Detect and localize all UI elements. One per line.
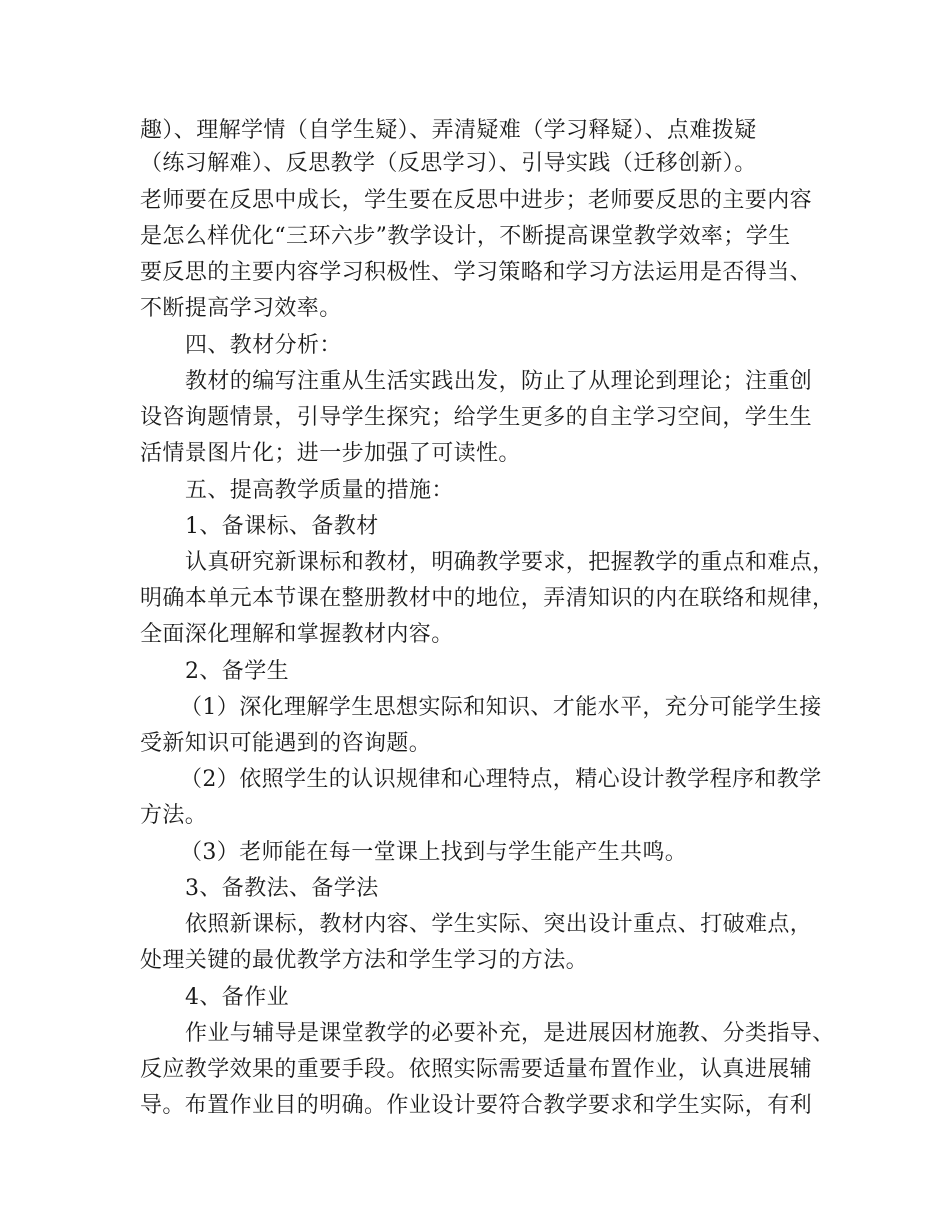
list-item: （3）老师能在每一堂课上找到与学生能产生共鸣。 (180, 840, 688, 865)
text-line: 老师要在反思中成长，学生要在反思中进步；老师要反思的主要内容 (140, 188, 813, 213)
list-item: （1）深化理解学生思想实际和知识、才能水平，充分可能学生接 (180, 695, 822, 720)
text-line: 不断提高学习效率。 (140, 296, 342, 321)
text-line: 全面深化理解和掌握教材内容。 (140, 622, 454, 647)
list-item: （2）依照学生的认识规律和心理特点，精心设计教学程序和教学 (180, 767, 822, 792)
text-line: 趣）、理解学情（自学生疑）、弄清疑难（学习释疑）、点难拨疑 (140, 118, 757, 143)
subsection-heading: 3、备教法、备学法 (185, 876, 379, 901)
subsection-heading: 2、备学生 (185, 659, 289, 684)
text-line: 活情景图片化；进一步加强了可读性。 (140, 441, 521, 466)
text-line: 处理关键的最优教学方法和学生学习的方法。 (140, 948, 589, 973)
subsection-heading: 4、备作业 (185, 985, 289, 1010)
text-line: 要反思的主要内容学习积极性、学习策略和学习方法运用是否得当、 (140, 260, 813, 285)
text-line: 是怎么样优化“三环六步”教学设计，不断提高课堂教学效率；学生 (140, 224, 791, 249)
text-line: 设咨询题情景，引导学生探究；给学生更多的自主学习空间，学生生 (140, 405, 813, 430)
text-line: 教材的编写注重从生活实践出发，防止了从理论到理论；注重创 (185, 369, 813, 394)
text-line: 方法。 (140, 803, 208, 828)
text-line: 认真研究新课标和教材，明确教学要求，把握教学的重点和难点， (185, 550, 835, 575)
text-line: （练习解难）、反思教学（反思学习）、引导实践（迁移创新）。 (140, 151, 757, 176)
section-heading: 五、提高教学质量的措施： (185, 478, 454, 503)
text-line: 导。布置作业目的明确。作业设计要符合教学要求和学生实际，有利 (140, 1093, 813, 1118)
text-line: 作业与辅导是课堂教学的必要补充，是进展因材施教、分类指导、 (185, 1021, 835, 1046)
text-line: 反应教学效果的重要手段。依照实际需要适量布置作业，认真进展辅 (140, 1057, 813, 1082)
section-heading: 四、教材分析： (185, 333, 342, 358)
text-line: 受新知识可能遇到的咨询题。 (140, 731, 432, 756)
subsection-heading: 1、备课标、备教材 (185, 514, 379, 539)
text-line: 明确本单元本节课在整册教材中的地位，弄清知识的内在联络和规律， (140, 586, 835, 611)
text-line: 依照新课标，教材内容、学生实际、突出设计重点、打破难点， (185, 912, 813, 937)
